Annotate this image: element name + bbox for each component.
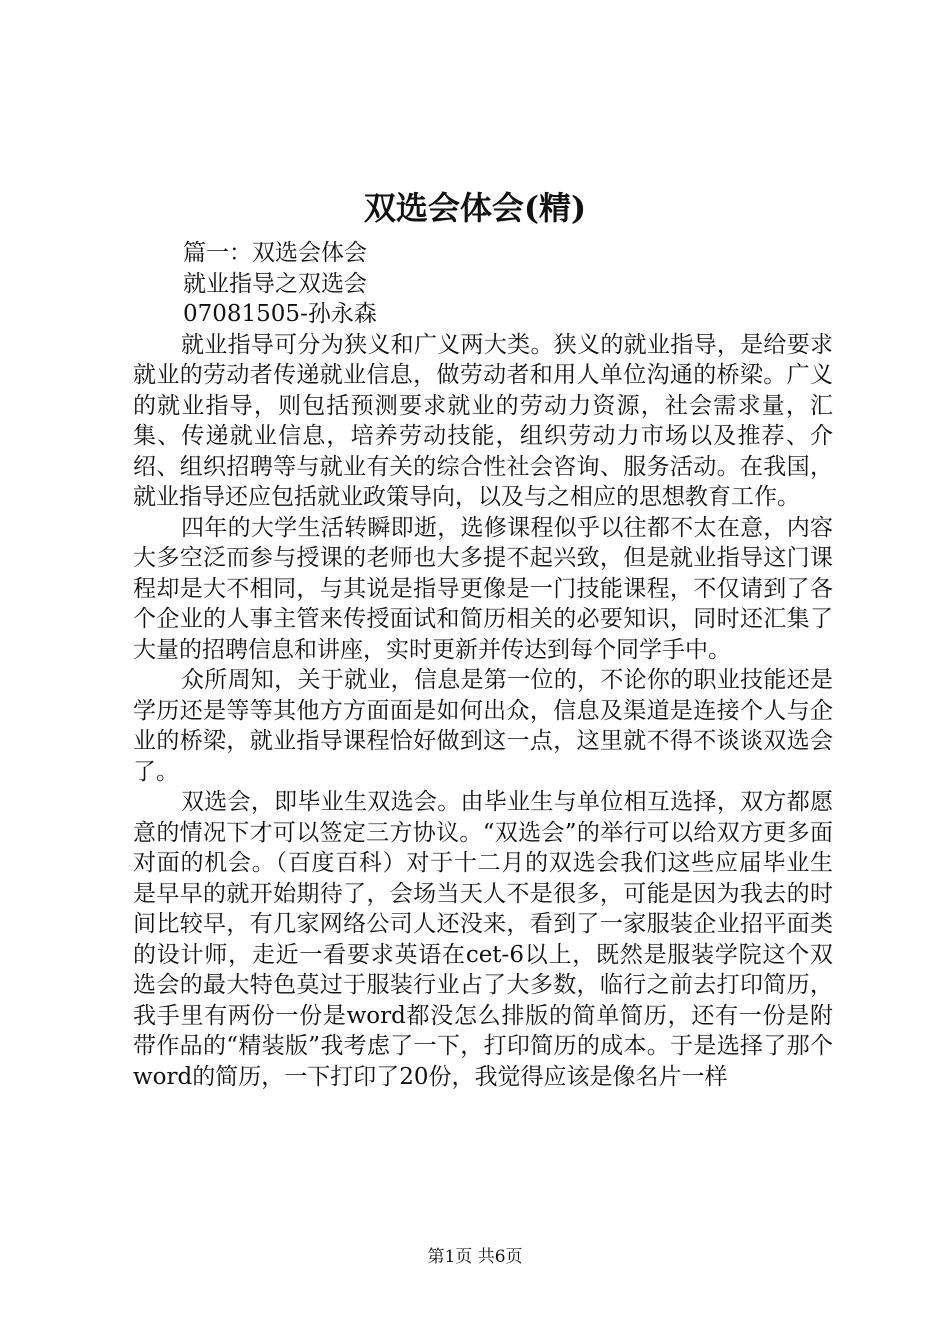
heading-line-section: 篇一：双选会体会 xyxy=(183,240,367,266)
paragraph-2: 四年的大学生活转瞬即逝，选修课程似乎以往都不太在意，内容大多空泛而参与授课的老师也大多提不起兴致，但是就业指导这门课程却是大不相同，与其说是指导更像是一门技能课程，不仅请到了各个企业的人事主管来传授面试和简历相关的必要知识，同时还汇集了大量的招聘信息和讲座，实时更新并传达到每个同学手中。 xyxy=(133,514,833,663)
paragraph-4: 双选会，即毕业生双选会。由毕业生与单位相互选择，双方都愿意的情况下才可以签定三方协议。“双选会”的举行可以给双方更多面对面的机会。（百度百科）对于十二月的双选会我们这些应届毕业生是早早的就开始期待了，会场当天人不是很多，可能是因为我去的时间比较早，有几家网络公司人还没来，看到了一家服装企业招平面类的设计师，走近一看要求英语在cet-6以上，既然是服装学院这个双选会的最大特色莫过于服装行业占了大多数，临行之前去打印简历，我手里有两份一份是word都没怎么排版的简单简历，还有一份是附带作品的“精装版”我考虑了一下，打印简历的成本。于是选择了那个word的简历，一下打印了20份，我觉得应该是像名片一样 xyxy=(133,789,833,1090)
heading-line-author: 07081505-孙永森 xyxy=(183,301,377,327)
heading-line-subtitle: 就业指导之双选会 xyxy=(183,270,367,297)
paragraph-3: 众所周知，关于就业，信息是第一位的，不论你的职业技能还是学历还是等等其他方方面面是如何出众，信息及渠道是连接个人与企业的桥梁，就业指导课程恰好做到这一点，这里就不得不谈谈双选会了。 xyxy=(133,667,833,785)
paragraph-1: 就业指导可分为狭义和广义两大类。狭义的就业指导，是给要求就业的劳动者传递就业信息，做劳动者和用人单位沟通的桥梁。广义的就业指导，则包括预测要求就业的劳动力资源，社会需求量，汇集、传递就业信息，培养劳动技能，组织劳动力市场以及推荐、介绍、组织招聘等与就业有关的综合性社会咨询、服务活动。在我国，就业指导还应包括就业政策导向，以及与之相应的思想教育工作。 xyxy=(133,331,833,510)
page-number-footer: 第1页 共6页 xyxy=(427,1247,523,1267)
document-body xyxy=(133,238,833,1092)
document-title: 双选会体会(精) xyxy=(363,189,587,227)
